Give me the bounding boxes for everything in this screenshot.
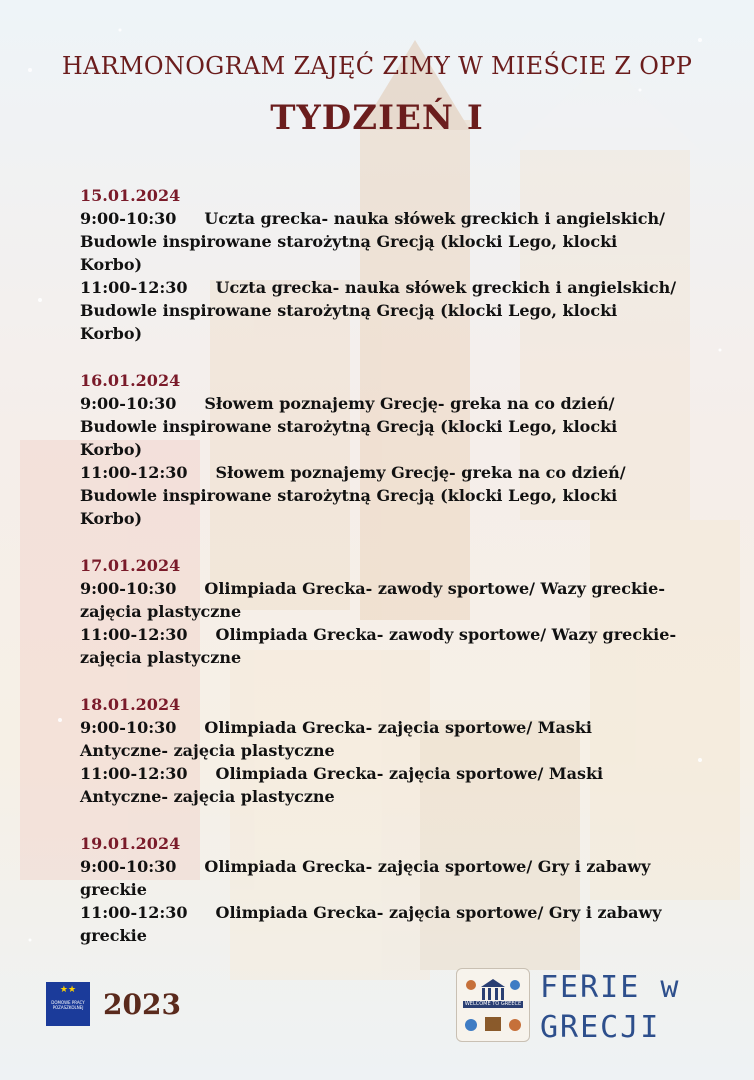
entry-activity: Olimpiada Grecka- zajęcia sportowe/ Maski Antyczne- zajęcia plastyczne bbox=[80, 764, 604, 806]
badge-label: WELCOME TO GREECE bbox=[464, 1001, 522, 1007]
day-block bbox=[80, 693, 680, 808]
day-block bbox=[80, 184, 680, 345]
entry-activity: Uczta grecka- nauka słówek greckich i angielskich/ Budowle inspirowane starożytną Grecją (klocki Lego, klocki Korbo) bbox=[80, 209, 666, 274]
schedule-entry bbox=[80, 623, 680, 669]
schedule-entry bbox=[80, 461, 680, 530]
entry-time: 9:00-10:30 bbox=[80, 394, 177, 413]
entry-activity: Słowem poznajemy Grecję- greka na co dzień/ Budowle inspirowane starożytną Grecją (klocki Lego, klocki Korbo) bbox=[80, 394, 618, 459]
schedule-entry bbox=[80, 276, 680, 345]
organization-logo bbox=[46, 982, 90, 1026]
entry-activity: Olimpiada Grecka- zawody sportowe/ Wazy greckie- zajęcia plastyczne bbox=[80, 579, 665, 621]
logo-text: DOMOWE PRACY POZASZKOLNEJ bbox=[51, 1000, 85, 1010]
entry-activity: Uczta grecka- nauka słówek greckich i angielskich/ Budowle inspirowane starożytną Grecją (klocki Lego, klocki Korbo) bbox=[80, 278, 677, 343]
day-date: 17.01.2024 bbox=[80, 556, 181, 575]
day-block bbox=[80, 832, 680, 947]
greece-badge-image bbox=[456, 968, 530, 1042]
entry-activity: Olimpiada Grecka- zajęcia sportowe/ Gry i zabawy greckie bbox=[80, 857, 651, 899]
logo-emblem-icon: ★★ bbox=[59, 985, 77, 995]
day-date: 16.01.2024 bbox=[80, 371, 181, 390]
day-date: 18.01.2024 bbox=[80, 695, 181, 714]
day-date: 15.01.2024 bbox=[80, 186, 181, 205]
day-block bbox=[80, 554, 680, 669]
ferie-logo bbox=[540, 968, 680, 1048]
entry-time: 9:00-10:30 bbox=[80, 718, 177, 737]
schedule-entry bbox=[80, 855, 680, 901]
entry-time: 11:00-12:30 bbox=[80, 764, 188, 783]
entry-activity: Słowem poznajemy Grecję- greka na co dzień/ Budowle inspirowane starożytną Grecją (klocki Lego, klocki Korbo) bbox=[80, 463, 626, 528]
entry-time: 9:00-10:30 bbox=[80, 857, 177, 876]
day-block bbox=[80, 369, 680, 530]
schedule-entry bbox=[80, 716, 680, 762]
schedule-entry bbox=[80, 392, 680, 461]
schedule bbox=[80, 184, 680, 971]
ferie-line-2: GRECJI bbox=[540, 1010, 661, 1045]
schedule-entry bbox=[80, 901, 680, 947]
entry-time: 11:00-12:30 bbox=[80, 903, 188, 922]
ferie-line-1: FERIE w bbox=[540, 970, 681, 1005]
schedule-entry bbox=[80, 207, 680, 276]
entry-time: 11:00-12:30 bbox=[80, 278, 188, 297]
week-heading: TYDZIEŃ I bbox=[270, 98, 484, 138]
day-date: 19.01.2024 bbox=[80, 834, 181, 853]
entry-time: 11:00-12:30 bbox=[80, 463, 188, 482]
page-title: HARMONOGRAM ZAJĘĆ ZIMY W MIEŚCIE Z OPP bbox=[61, 52, 693, 80]
entry-time: 11:00-12:30 bbox=[80, 625, 188, 644]
entry-activity: Olimpiada Grecka- zajęcia sportowe/ Gry i zabawy greckie bbox=[80, 903, 662, 945]
schedule-entry bbox=[80, 762, 680, 808]
schedule-entry bbox=[80, 577, 680, 623]
entry-time: 9:00-10:30 bbox=[80, 579, 177, 598]
year-label: 2023 bbox=[103, 988, 181, 1021]
entry-activity: Olimpiada Grecka- zawody sportowe/ Wazy greckie- zajęcia plastyczne bbox=[80, 625, 677, 667]
entry-time: 9:00-10:30 bbox=[80, 209, 177, 228]
entry-activity: Olimpiada Grecka- zajęcia sportowe/ Maski Antyczne- zajęcia plastyczne bbox=[80, 718, 593, 760]
